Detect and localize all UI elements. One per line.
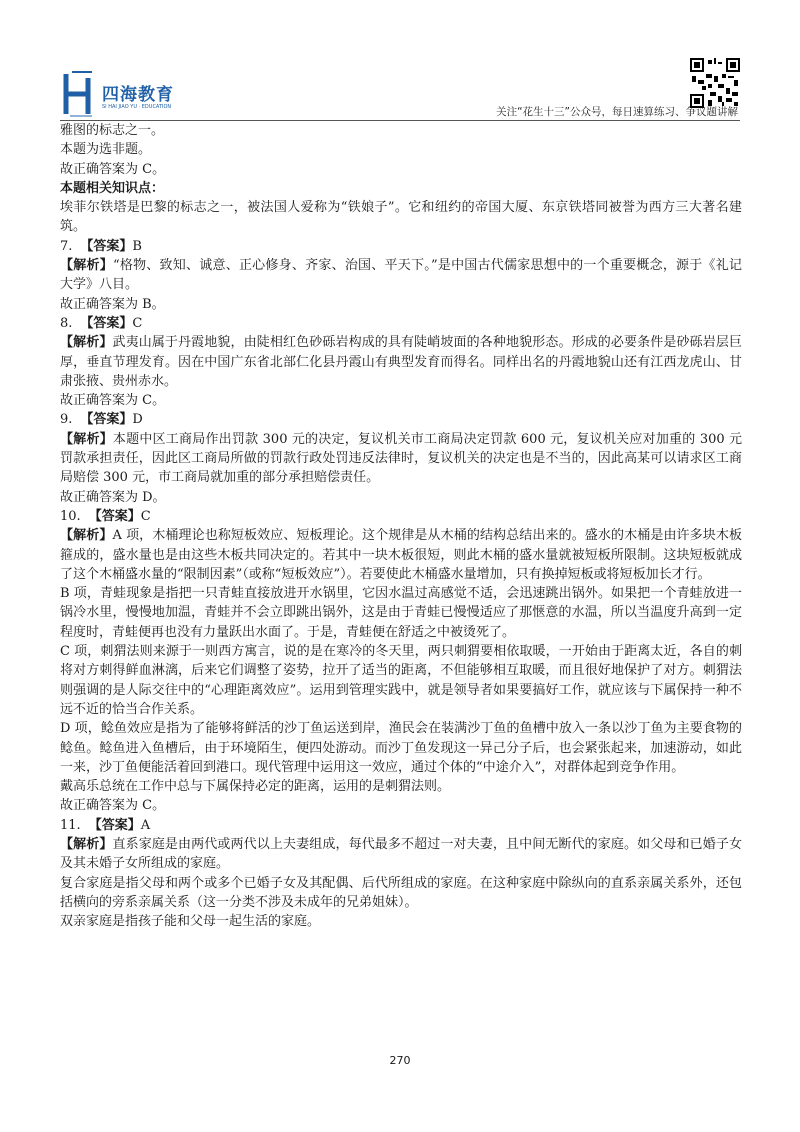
answer-label: 【答案】 (80, 238, 133, 254)
question-number: 7. (60, 238, 73, 254)
document-body (60, 121, 742, 931)
analysis-text: 本题中区工商局作出罚款 300 元的决定，复议机关市工商局决定罚款 600 元，复议机关应对加重的 300 元罚款承担责任，因此区工商局所做的罚款行政处罚违反法律时，复议机关的决定也是不当的，因此高某可以请求区工商局赔偿 300 元，市工商局就加重的部分承担赔偿责任。 (60, 431, 742, 486)
body-paragraph: 戴高乐总统在工作中总与下属保持必定的距离，运用的是刺猬法则。 (60, 779, 451, 795)
body-paragraph: 故正确答案为 D。 (60, 489, 166, 505)
analysis-label: 【解析】 (60, 258, 113, 274)
page-number: 270 (389, 1054, 411, 1067)
analysis-paragraph (60, 835, 742, 874)
answer-line (60, 237, 742, 256)
analysis-paragraph (60, 333, 742, 391)
answer-line (60, 410, 742, 429)
body-paragraph: 故正确答案为 C。 (60, 798, 166, 814)
question-number: 8. (60, 315, 73, 331)
analysis-text: A 项，木桶理论也称短板效应、短板理论。这个规律是从木桶的结构总结出来的。盛水的木桶是由许多块木板箍成的，盛水量也是由这些木板共同决定的。若其中一块木板很短，则此木桶的盛水量就被短板所限制。这块短板就成了这个木桶盛水量的“限制因素”（或称“短板效应”）。若要使此木桶盛水量增加，只有换掉短板或将短板加长才行。 (60, 528, 742, 582)
section-heading: 本题相关知识点： (60, 180, 165, 196)
body-paragraph: 本题为选非题。 (60, 142, 152, 158)
analysis-text: 直系家庭是由两代或两代以上夫妻组成，每代最多不超过一对夫妻，且中间无断代的家庭。如父母和已婚子女及其未婚子女所组成的家庭。 (60, 836, 742, 872)
answer-value: A (140, 817, 151, 833)
logo-mark-icon (62, 68, 96, 118)
analysis-text: “格物、致知、诚意、正心修身、齐家、治国、平天下。”是中国古代儒家思想中的一个重要概念，源于《礼记大学》八目。 (60, 258, 742, 293)
answer-label: 【答案】 (80, 315, 133, 331)
question-number: 9. (60, 412, 73, 428)
question-number: 10. (60, 508, 81, 524)
body-paragraph: 复合家庭是指父母和两个或多个已婚子女及其配偶、后代所组成的家庭。在这种家庭中除纵向的直系亲属关系外，还包括横向的旁系亲属关系（这一分类不涉及未成年的兄弟姐妹）。 (60, 875, 742, 910)
analysis-paragraph (60, 256, 742, 295)
analysis-label: 【解析】 (60, 836, 113, 852)
analysis-label: 【解析】 (60, 528, 113, 544)
answer-line (60, 314, 742, 333)
analysis-label: 【解析】 (60, 431, 113, 447)
answer-line (60, 816, 742, 835)
body-paragraph: 故正确答案为 C。 (60, 393, 166, 409)
logo-name: 四海教育 (102, 85, 174, 105)
answer-value: B (132, 238, 142, 254)
body-paragraph: 雅图的标志之一。 (60, 123, 165, 138)
logo-tagline: SI HAI JIAO YU · EDUCATION (102, 104, 172, 110)
answer-label: 【答案】 (88, 817, 141, 833)
body-paragraph: D 项，鲶鱼效应是指为了能够将鲜活的沙丁鱼运送到岸，渔民会在装满沙丁鱼的鱼槽中放入一条以沙丁鱼为主要食物的鲶鱼。鲶鱼进入鱼槽后，由于环境陌生，便四处游动。而沙丁鱼发现这一异己分子后，也会紧张起来，加速游动，如此一来，沙丁鱼便能活着回到港口。现代管理中运用这一效应，通过个体的“中途介入”，对群体起到竞争作用。 (60, 721, 742, 775)
brand-logo (62, 68, 182, 120)
analysis-text: 武夷山属于丹霞地貌，由陡相红色砂砾岩构成的具有陡峭坡面的各种地貌形态。形成的必要条件是砂砾岩层巨厚，垂直节理发育。因在中国广东省北部仁化县丹霞山有典型发育而得名。同样出名的丹霞地貌山还有江西龙虎山、甘肃张掖、贵州赤水。 (60, 335, 742, 389)
header-note: 关注“花生十三”公众号，每日速算练习、争议题讲解 (496, 106, 738, 118)
body-paragraph: 故正确答案为 C。 (60, 161, 166, 177)
answer-value: D (132, 412, 143, 428)
analysis-paragraph (60, 526, 742, 584)
answer-value: C (132, 315, 143, 331)
answer-line (60, 507, 742, 526)
body-paragraph: 双亲家庭是指孩子能和父母一起生活的家庭。 (60, 914, 321, 930)
body-paragraph: B 项，青蛙现象是指把一只青蛙直接放进开水锅里，它因水温过高感觉不适，会迅速跳出锅外。如果把一个青蛙放进一锅冷水里，慢慢地加温，青蛙并不会立即跳出锅外，这是由于青蛙已慢慢适应了那惬意的水温，所以当温度升高到一定程度时，青蛙便再也没有力量跃出水面了。于是，青蛙便在舒适之中被烫死了。 (60, 586, 742, 640)
question-number: 11. (60, 817, 81, 833)
body-paragraph: 故正确答案为 B。 (60, 296, 165, 312)
answer-value: C (140, 508, 151, 524)
qr-code-icon (690, 58, 740, 108)
page-header (0, 0, 800, 122)
answer-label: 【答案】 (88, 508, 141, 524)
analysis-label: 【解析】 (60, 335, 113, 351)
analysis-paragraph (60, 430, 742, 488)
body-paragraph: C 项，刺猬法则来源于一则西方寓言，说的是在寒冷的冬天里，两只刺猬要相依取暖，一开始由于距离太近，各自的刺将对方刺得鲜血淋漓，后来它们调整了姿势，拉开了适当的距离，不但能够相互取暖，而且很好地保护了对方。刺猬法则强调的是人际交往中的“心理距离效应”。运用到管理实践中，就是领导者如果要搞好工作，就应该与下属保持一种不远不近的恰当合作关系。 (60, 644, 742, 717)
body-paragraph: 埃菲尔铁塔是巴黎的标志之一，被法国人爱称为“铁娘子”。它和纽约的帝国大厦、东京铁塔同被誉为西方三大著名建筑。 (60, 200, 742, 235)
answer-label: 【答案】 (80, 412, 133, 428)
